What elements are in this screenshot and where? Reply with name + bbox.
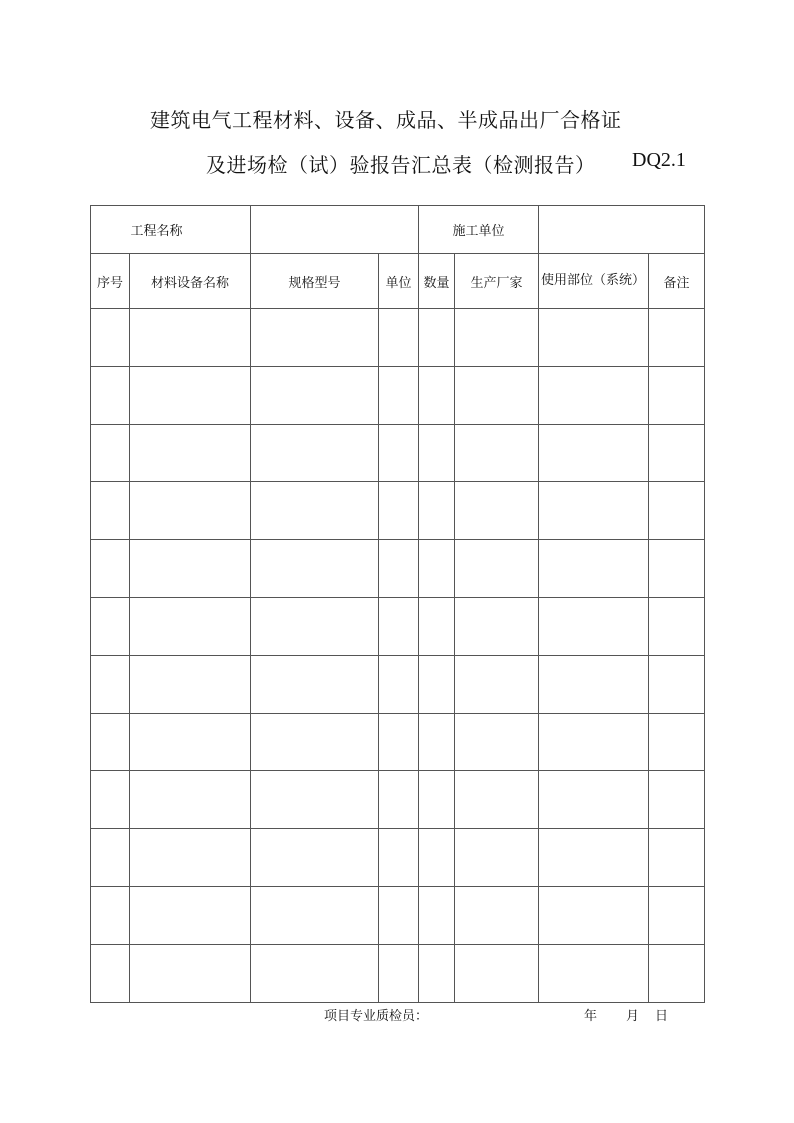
table-row: [91, 309, 705, 367]
table-cell[interactable]: [130, 309, 251, 367]
table-cell[interactable]: [455, 713, 539, 771]
project-name-label: 工程名称: [91, 206, 251, 254]
table-cell[interactable]: [91, 424, 130, 482]
table-cell[interactable]: [539, 713, 649, 771]
table-row: [91, 886, 705, 944]
table-cell[interactable]: [419, 597, 455, 655]
table-cell[interactable]: [455, 540, 539, 598]
table-cell[interactable]: [455, 597, 539, 655]
table-cell[interactable]: [539, 424, 649, 482]
table-row: [91, 540, 705, 598]
header-row: [91, 254, 705, 309]
table-cell[interactable]: [130, 366, 251, 424]
table-cell[interactable]: [251, 655, 379, 713]
table-cell[interactable]: [251, 482, 379, 540]
table-cell[interactable]: [649, 771, 705, 829]
table-cell[interactable]: [419, 771, 455, 829]
table-cell[interactable]: [379, 944, 419, 1002]
table-cell[interactable]: [455, 424, 539, 482]
table-cell[interactable]: [419, 366, 455, 424]
table-cell[interactable]: [419, 944, 455, 1002]
table-cell[interactable]: [649, 366, 705, 424]
table-cell[interactable]: [251, 366, 379, 424]
table-cell[interactable]: [539, 944, 649, 1002]
summary-table: [90, 205, 705, 1003]
construction-unit-field[interactable]: [539, 206, 705, 254]
info-row: [91, 206, 705, 254]
table-cell[interactable]: [130, 655, 251, 713]
table-cell[interactable]: [379, 366, 419, 424]
table-cell[interactable]: [419, 829, 455, 887]
table-cell[interactable]: [419, 482, 455, 540]
table-cell[interactable]: [649, 655, 705, 713]
title-line-1: 建筑电气工程材料、设备、成品、半成品出厂合格证: [150, 108, 622, 132]
table-cell[interactable]: [130, 424, 251, 482]
table-cell[interactable]: [419, 424, 455, 482]
table-row: [91, 366, 705, 424]
table-cell[interactable]: [379, 771, 419, 829]
table-cell[interactable]: [455, 366, 539, 424]
col-header-material-name: 材料设备名称: [130, 254, 251, 309]
table-cell[interactable]: [91, 540, 130, 598]
col-header-manufacturer: 生产厂家: [455, 254, 539, 309]
table-cell[interactable]: [649, 540, 705, 598]
table-cell[interactable]: [130, 886, 251, 944]
table-cell[interactable]: [539, 655, 649, 713]
table-cell[interactable]: [539, 829, 649, 887]
table-cell[interactable]: [539, 366, 649, 424]
day-label: 日: [655, 1009, 669, 1024]
table-cell[interactable]: [649, 886, 705, 944]
table-cell[interactable]: [251, 886, 379, 944]
table-cell[interactable]: [379, 886, 419, 944]
year-label: 年: [584, 1009, 598, 1024]
table-cell[interactable]: [649, 424, 705, 482]
table-cell[interactable]: [649, 482, 705, 540]
col-header-spec-model: 规格型号: [251, 254, 379, 309]
table-cell[interactable]: [251, 829, 379, 887]
table-cell[interactable]: [649, 829, 705, 887]
table-cell[interactable]: [91, 713, 130, 771]
table-cell[interactable]: [251, 424, 379, 482]
table-row: [91, 482, 705, 540]
project-name-field[interactable]: [251, 206, 419, 254]
table-cell[interactable]: [130, 944, 251, 1002]
col-header-quantity: 数量: [419, 254, 455, 309]
col-header-serial: 序号: [91, 254, 130, 309]
table-cell[interactable]: [379, 655, 419, 713]
col-header-unit: 单位: [379, 254, 419, 309]
table-cell[interactable]: [91, 829, 130, 887]
table-cell[interactable]: [251, 944, 379, 1002]
table-cell[interactable]: [379, 597, 419, 655]
table-cell[interactable]: [649, 713, 705, 771]
table-row: [91, 771, 705, 829]
table-cell[interactable]: [455, 309, 539, 367]
table-cell[interactable]: [419, 655, 455, 713]
table-cell[interactable]: [91, 655, 130, 713]
table-cell[interactable]: [379, 309, 419, 367]
construction-unit-label: 施工单位: [419, 206, 539, 254]
table-cell[interactable]: [539, 482, 649, 540]
table-cell[interactable]: [91, 309, 130, 367]
table-row: [91, 713, 705, 771]
table-cell[interactable]: [379, 540, 419, 598]
table-cell[interactable]: [649, 597, 705, 655]
table-cell[interactable]: [455, 771, 539, 829]
table-cell[interactable]: [419, 713, 455, 771]
inspector-label: 项目专业质检员：: [324, 1009, 429, 1024]
table-cell[interactable]: [251, 771, 379, 829]
table-cell[interactable]: [130, 540, 251, 598]
table-cell[interactable]: [130, 597, 251, 655]
table-cell[interactable]: [379, 482, 419, 540]
table-cell[interactable]: [91, 482, 130, 540]
table-row: [91, 944, 705, 1002]
table-cell[interactable]: [251, 540, 379, 598]
table-cell[interactable]: [91, 944, 130, 1002]
table-cell[interactable]: [455, 655, 539, 713]
table-cell[interactable]: [539, 771, 649, 829]
table-cell[interactable]: [649, 309, 705, 367]
table-row: [91, 597, 705, 655]
table-cell[interactable]: [539, 540, 649, 598]
title-line-2: 及进场检（试）验报告汇总表（检测报告）: [206, 153, 596, 177]
table-cell[interactable]: [91, 771, 130, 829]
table-cell[interactable]: [130, 713, 251, 771]
table-cell[interactable]: [130, 482, 251, 540]
table-cell[interactable]: [455, 482, 539, 540]
table-cell[interactable]: [91, 886, 130, 944]
table-row: [91, 424, 705, 482]
col-header-usage-location: 使用部位（系统）: [539, 254, 649, 309]
table-cell[interactable]: [91, 597, 130, 655]
table-cell[interactable]: [539, 309, 649, 367]
table-cell[interactable]: [419, 309, 455, 367]
table-body: [91, 309, 705, 1003]
month-label: 月: [626, 1009, 640, 1024]
table-cell[interactable]: [419, 886, 455, 944]
table-cell[interactable]: [251, 713, 379, 771]
table-cell[interactable]: [649, 944, 705, 1002]
table-cell[interactable]: [130, 829, 251, 887]
table-cell[interactable]: [251, 309, 379, 367]
table-cell[interactable]: [379, 424, 419, 482]
table-cell[interactable]: [419, 540, 455, 598]
form-code: DQ2.1: [632, 149, 686, 171]
table-row: [91, 655, 705, 713]
table-cell[interactable]: [251, 597, 379, 655]
table-cell[interactable]: [379, 829, 419, 887]
table-cell[interactable]: [455, 886, 539, 944]
table-cell[interactable]: [455, 829, 539, 887]
table-cell[interactable]: [130, 771, 251, 829]
table-cell[interactable]: [91, 366, 130, 424]
table-cell[interactable]: [539, 886, 649, 944]
table-row: [91, 829, 705, 887]
table-cell[interactable]: [455, 944, 539, 1002]
table-cell[interactable]: [539, 597, 649, 655]
table-cell[interactable]: [379, 713, 419, 771]
col-header-remarks: 备注: [649, 254, 705, 309]
